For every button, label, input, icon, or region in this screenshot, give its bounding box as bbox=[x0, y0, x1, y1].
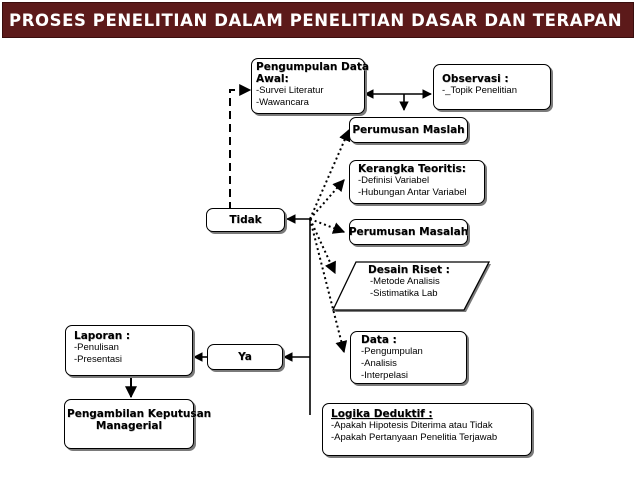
perumusan-masalah-box-2 bbox=[349, 219, 468, 245]
desain-heading: Desain Riset : bbox=[368, 264, 450, 276]
desain-item: -Metode Analisis bbox=[370, 276, 440, 287]
dotted-arrow-2 bbox=[310, 180, 344, 219]
logika-heading: Logika Deduktif : bbox=[331, 408, 433, 420]
tidak-heading: Tidak bbox=[229, 214, 262, 226]
tidak-box bbox=[206, 208, 285, 232]
data-item: -Pengumpulan bbox=[361, 346, 423, 357]
page-title: PROSES PENELITIAN DALAM PENELITIAN DASAR DAN TERAPAN bbox=[9, 11, 623, 30]
laporan-heading: Laporan : bbox=[74, 330, 131, 342]
laporan-item: -Penulisan bbox=[74, 342, 119, 353]
desain-item: -Sistimatika Lab bbox=[370, 288, 438, 299]
pengambilan-heading-2: Managerial bbox=[95, 420, 163, 432]
kerangka-item: -Definisi Variabel bbox=[358, 175, 430, 186]
laporan-item: -Presentasi bbox=[74, 354, 123, 365]
kerangka-teoritis-box bbox=[349, 160, 485, 204]
observasi-item: -_Topik Penelitian bbox=[442, 85, 517, 96]
data-box bbox=[350, 331, 467, 384]
pengambilan-keputusan-box bbox=[64, 399, 212, 449]
pengumpulan-item: -Wawancara bbox=[256, 97, 309, 108]
data-item: -Interpelasi bbox=[361, 370, 408, 381]
logika-deduktif-box bbox=[322, 403, 532, 456]
perumusan-heading: Perumusan Masalah bbox=[348, 226, 469, 238]
dashed-feedback-arrow bbox=[230, 90, 250, 210]
pengumpulan-data-box bbox=[251, 58, 369, 114]
perumusan-heading: Perumusan Maslah bbox=[352, 124, 465, 136]
laporan-box bbox=[65, 325, 193, 376]
desain-riset-text bbox=[368, 264, 450, 300]
logika-item: -Apakah Pertanyaan Penelitia Terjawab bbox=[331, 432, 498, 443]
pengumpulan-heading-1: Pengumpulan Data bbox=[256, 61, 369, 73]
observasi-heading: Observasi : bbox=[442, 73, 509, 85]
data-item: -Analisis bbox=[361, 358, 397, 369]
ya-box bbox=[207, 344, 283, 370]
observasi-box bbox=[433, 64, 551, 110]
data-heading: Data : bbox=[361, 334, 397, 346]
pengumpulan-item: -Survei Literatur bbox=[256, 85, 324, 96]
logika-item: -Apakah Hipotesis Diterima atau Tidak bbox=[331, 420, 493, 431]
pengumpulan-heading-2: Awal: bbox=[256, 73, 289, 85]
pengambilan-heading-1: Pengambilan Keputusan bbox=[67, 408, 212, 420]
dotted-arrow-3 bbox=[310, 219, 344, 232]
perumusan-masalah-box-1 bbox=[349, 117, 468, 143]
kerangka-heading: Kerangka Teoritis: bbox=[358, 163, 466, 175]
ya-heading: Ya bbox=[238, 351, 252, 363]
kerangka-item: -Hubungan Antar Variabel bbox=[358, 187, 467, 198]
dotted-arrow-1 bbox=[310, 130, 349, 219]
